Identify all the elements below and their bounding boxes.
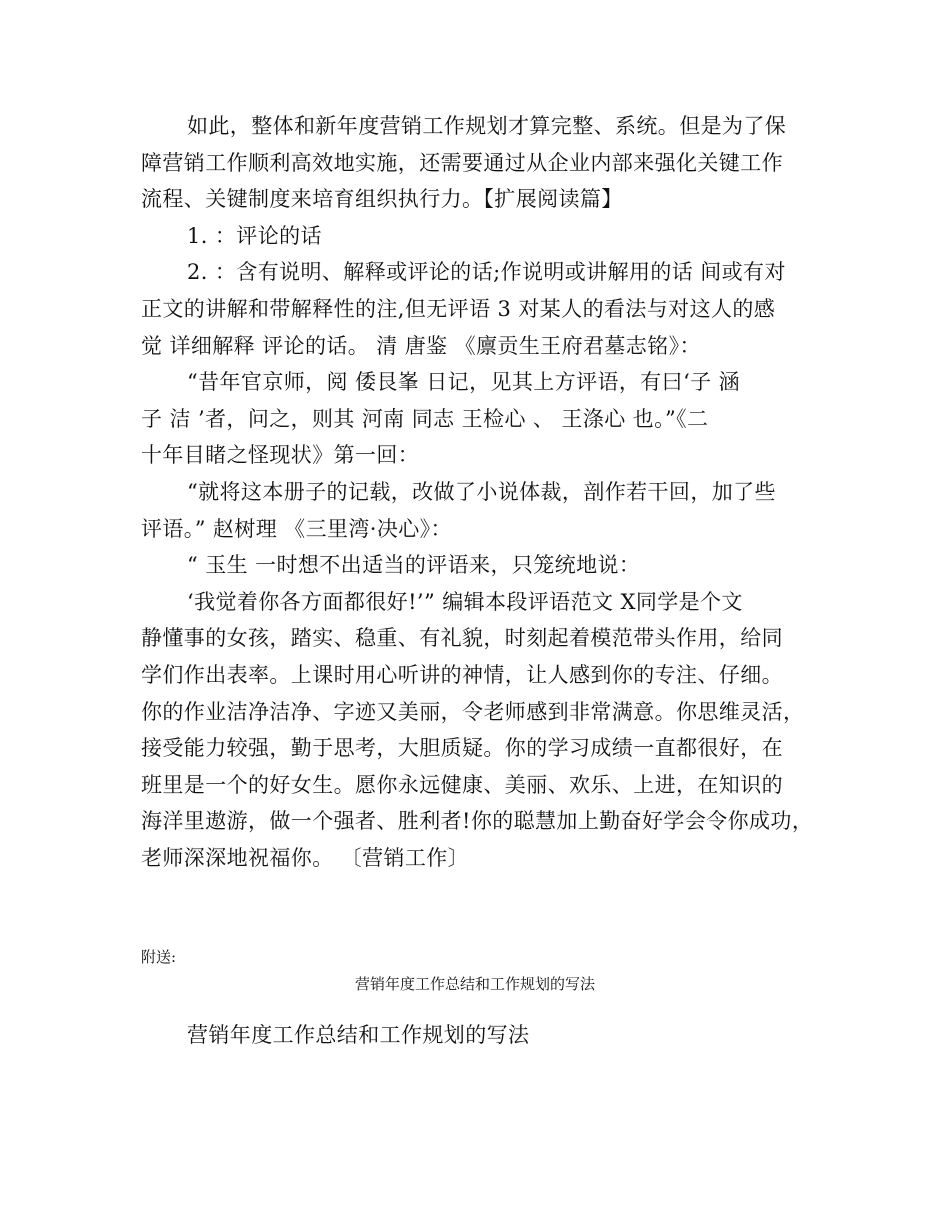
quote-line: “就将这本册子的记载，改做了小说体裁，剖作若干回，加了些	[187, 479, 776, 504]
section-title: 营销年度工作总结和工作规划的写法	[187, 1023, 530, 1047]
paragraph-line: 觉 详细解释 评论的话。 清 唐鉴 《廪贡生王府君墓志铭》：	[141, 333, 701, 358]
paragraph-line: 海洋里遨游，做一个强者、胜利者!你的聪慧加上勤奋好学会令你成功，	[141, 809, 814, 834]
paragraph-line: 正文的讲解和带解释性的注,但无评语 3 对某人的看法与对这人的感	[141, 296, 776, 321]
paragraph-line: 学们作出表率。上课时用心听讲的神情，让人感到你的专注、仔细。	[141, 662, 783, 687]
body-text	[141, 108, 821, 876]
paragraph-line: 你的作业洁净洁净、字迹又美丽，令老师感到非常满意。你思维灵活，	[141, 699, 805, 724]
quote-line: 子 洁 ’者，问之，则其 河南 同志 王检心 、 王涤心 也。”《二	[141, 406, 709, 431]
appendix-heading: 营销年度工作总结和工作规划的写法	[354, 975, 595, 993]
paragraph-line: 静懂事的女孩，踏实、稳重、有礼貌，时刻起着模范带头作用，给同	[141, 626, 783, 651]
paragraph-line: 障营销工作顺利高效地实施，还需要通过从企业内部来强化关键工作	[141, 150, 783, 175]
paragraph-line: 接受能力较强，勤于思考，大胆质疑。你的学习成绩一直都很好，在	[141, 736, 783, 761]
quote-line: 评语。” 赵树理 《三里湾·决心》：	[141, 516, 452, 541]
list-item-line: 2. ：含有说明、解释或评论的话;作说明或讲解用的话 间或有对	[187, 260, 786, 285]
paragraph-line: 老师深深地祝福你。 〔营销工作〕	[141, 845, 470, 870]
quote-line: 十年目睹之怪现状》第一回：	[141, 443, 420, 468]
paragraph-line: 流程、关键制度来培育组织执行力。【扩展阅读篇】	[141, 187, 623, 212]
list-item-line: 1. ：评论的话	[187, 223, 322, 248]
paragraph-line: 如此，整体和新年度营销工作规划才算完整、系统。但是为了保	[187, 114, 787, 138]
appendix-label: 附送:	[141, 948, 177, 966]
paragraph-line: 班里是一个的好女生。愿你永远健康、美丽、欢乐、上进，在知识的	[141, 772, 783, 797]
quote-line: “昔年官京师，阅 倭艮峯 日记，见其上方评语，有曰‘子 涵	[187, 370, 741, 395]
quote-line: “ 玉生 一时想不出适当的评语来，只笼统地说：	[187, 553, 641, 578]
quote-line: ‘我觉着你各方面都很好!’” 编辑本段评语范文 X同学是个文	[187, 589, 743, 614]
